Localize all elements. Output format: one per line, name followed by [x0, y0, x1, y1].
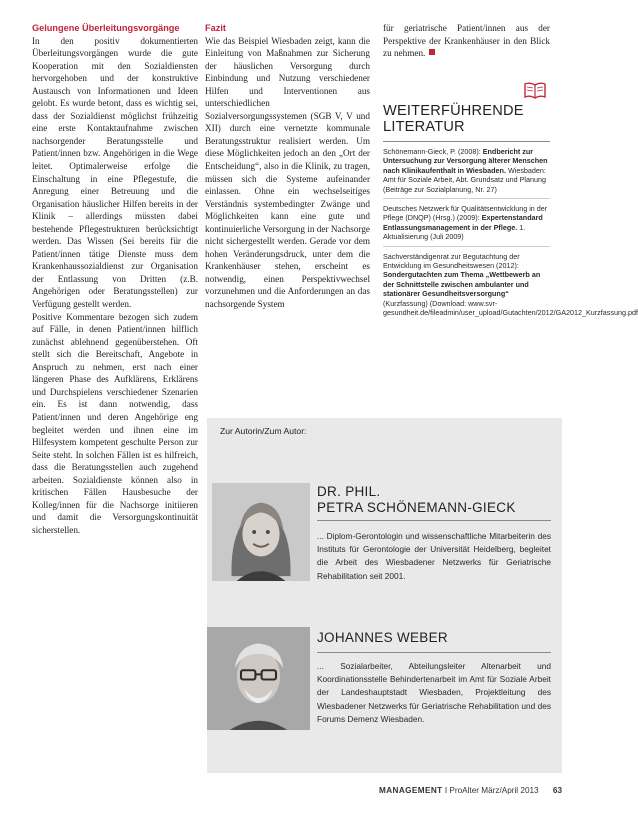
paragraph-continuation: für geriatrische Patient/innen aus der Perspektive der Krankenhäuser in den Blick zu nehmen. [383, 23, 550, 59]
section-heading-conclusion: Fazit [205, 23, 226, 33]
literature-title: WEITERFÜHRENDE LITERATUR [383, 103, 524, 135]
article-column-2 [205, 22, 370, 311]
author-photo-johannes [207, 627, 310, 730]
literature-entry: Deutsches Netzwerk für Qualitätsentwicklung in der Pflege (DNQP) (Hrsg.) (2009): Expertenstandard Entlassungsmanagement in der Pflege. 1. Aktualisierung (Juli 2009) [383, 204, 550, 247]
paragraph: In den positiv dokumentierten Überleitungsvorgängen wurde die gute Kooperation mit den Sozialdiensten hervorgehoben und der konstruktive Austausch von Informationen und Ideen gelobt. Es wurde betont, dass es wichtig sei, dass der Sozialdienst möglichst frühzeitig eine erste Kontaktaufnahme zwischen nachsorgender Beratungsstelle und Patient/innen bzw. Angehörigen in die Wege leitet. Optimalerweise erfolge die Einschaltung in eine Pflegestufe, die Anregung einer Betreuung und die Organisation häuslicher Hilfen bereits in der Klinik – allerdings müssten dabei bestehende Pflegestrukturen berücksichtigt werden. Das Wissen (Sei bereits für die Patient/innen tätige Dienste muss dem Krankenhaussozialdienst zur Organisation der Entlassung von Dritten (z.B. Angehörigen oder Beratungsstellen) zur Verfügung gestellt werden. [32, 35, 198, 310]
divider [317, 652, 551, 653]
article-column-1 [32, 22, 198, 536]
author-name-johannes: JOHANNES WEBER [317, 630, 448, 645]
literature-entry: Sachverständigenrat zur Begutachtung der Entwicklung im Gesundheitswesen (2012): Sondergutachten zum Thema „Wettbewerb an der Schnittstelle zwischen ambulanter und stationärer Gesundheitsversorgung“ (Kurzfassung) (Download: www.svr-gesundheit.de/fileadmin/user_upload/Gutachten/2012/GA2012_Kurzfassung.pdf [383, 251, 638, 318]
article-column-3 [383, 22, 550, 60]
footer-separator: I [444, 786, 448, 795]
author-photo-petra [212, 483, 310, 581]
page-footer [379, 786, 562, 795]
page-number: 63 [552, 786, 562, 795]
footer-issue: März/April 2013 [481, 786, 539, 795]
author-bio-petra: ... Diplom-Gerontologin und wissenschaftliche Mitarbeiterin des Instituts für Gerontologie der Universität Heidelberg, begleitet die Arbeit des Wiesbadener Netzwerks für Geriatrische Rehabilitation seit 2001. [317, 531, 551, 581]
author-box-heading: Zur Autorin/Zum Autor: [220, 426, 307, 436]
literature-entry: Schönemann-Gieck, P. (2008): Endbericht zur Untersuchung zur Versorgung älterer Menschen nach Klinikaufenthalt in Wiesbaden. Wiesbaden: Amt für Soziale Arbeit, Abt. Grundsatz und Planung (Beiträge zur Sozialplanung, Nr. 27) [383, 147, 550, 199]
divider [317, 520, 551, 521]
book-icon [523, 81, 547, 99]
divider [383, 141, 550, 142]
author-name-petra: DR. PHIL. PETRA SCHÖNEMANN-GIECK [317, 484, 516, 515]
paragraph: Positive Kommentare bezogen sich zudem auf Fälle, in denen Patient/innen hilflich zunächst ablehnend gegenüberstehen. Oft stellt sich die Bereitschaft, Angebote in Anspruch zu nehmen, erst nach einer längeren Phase des Aufklärens, Erklärens und Durchspielens verschiedener Szenarien ein. Es ist dann notwendig, dass Patient/innen und deren Angehörige eng begleitet werden und ihnen eine im Hilfesystem kompetent geschulte Person zur Seite steht. In solchen Fällen ist es hilfreich, dass die Beratungsstellen auch zugehend arbeiten. Sozialdienste können also in kritischen Fällen Hausbesuche der Kolleg/innen für die Nachsorge initiieren und damit die Versorgungskontinuität sicherstellen. [32, 311, 198, 535]
literature-list [383, 147, 638, 327]
footer-section: MANAGEMENT [378, 786, 443, 795]
paragraph: Wie das Beispiel Wiesbaden zeigt, kann die Einleitung von Maßnahmen zur Sicherung der häuslichen Versorgung durch Einbindung und Nutzung verschiedener Hilfen und Interventionen aus unterschiedlichen Sozialversorgungssystemen (SGB V, V und XII) durch eine vernetzte kommunale Beratungsstruktur realisiert werden. Um diese Möglichkeiten jedoch an den „Ort der Entscheidung“, also in die Klinik, zu tragen, müssen sich die Systeme aufeinander einlassen. Ohne ein wechselseitiges Verständnis systembedingter Zwänge und Möglichkeiten kann eine gute und kontinuierliche Versorgung in der Nachsorge nicht sichergestellt werden. Gerade vor dem hohen Veränderungsdruck, unter dem die Krankenhäuser stehen, erscheint es notwendig, einen Perspektivwechsel vorzunehmen und die Anforderungen an das nachsorgende System [205, 35, 370, 310]
footer-publication: ProAlter [449, 786, 479, 795]
author-bio-johannes: ... Sozialarbeiter, Abteilungsleiter Altenarbeit und Koordinationsstelle Behindertenarbeit im Amt für Soziale Arbeit der Landeshauptstadt Wiesbaden, Projektleitung des Wiesbadener Netzwerks für Geriatrische Rehabilitation und des Forums Demenz Wiesbaden. [317, 661, 551, 724]
section-heading-successful-transitions: Gelungene Überleitungsvorgänge [32, 23, 180, 33]
end-mark-icon [429, 49, 435, 55]
